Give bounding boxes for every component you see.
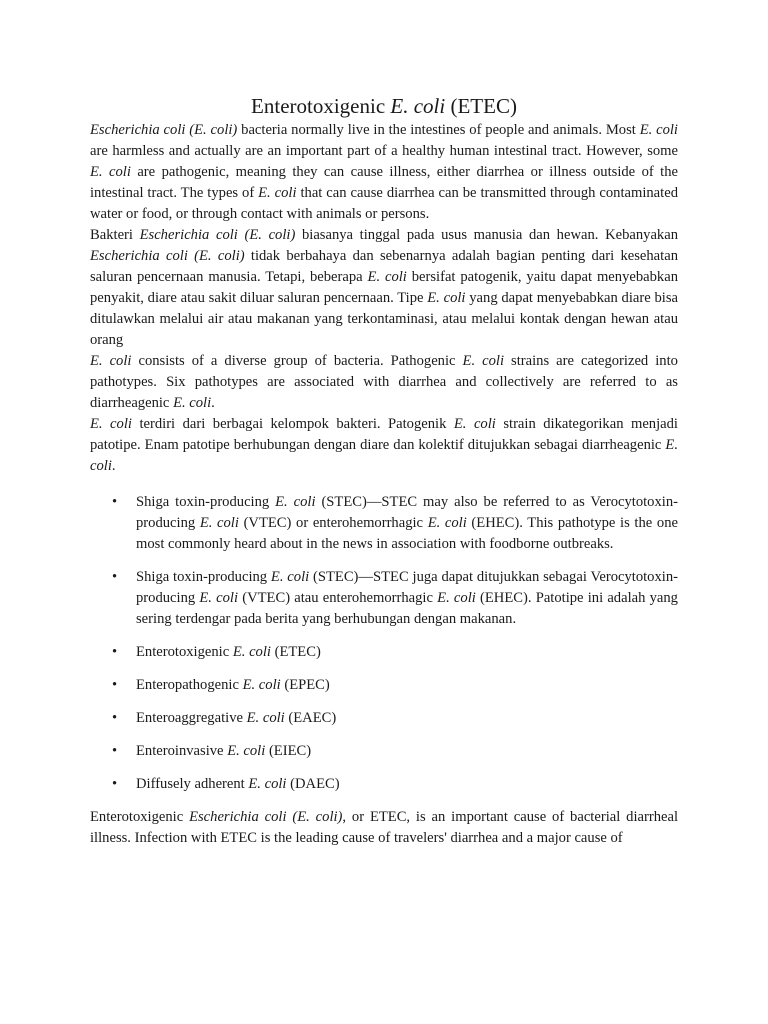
- italic-run: E. coli: [270, 569, 310, 585]
- italic-run: E. coli: [90, 353, 132, 369]
- text-run: (EHEC). This pathotype is the one most commonly heard about in the news in association with foodborne outbreaks.: [136, 515, 678, 552]
- italic-run: Escherichia coli (E. coli): [90, 122, 238, 138]
- italic-run: E. coli: [248, 776, 287, 792]
- italic-run: E. coli: [437, 590, 476, 606]
- list-item-text: [136, 677, 330, 693]
- list-item-text: [136, 569, 678, 627]
- paragraph-1: [90, 120, 678, 225]
- italic-run: E. coli: [242, 677, 281, 693]
- list-item-text: [136, 644, 321, 660]
- italic-run: E. coli: [367, 269, 407, 285]
- text-run: Shiga toxin-producing: [136, 494, 276, 510]
- italic-run: Escherichia coli (E. coli): [189, 809, 343, 825]
- paragraph-etec-intro: [90, 807, 678, 849]
- bullet-icon: •: [112, 710, 118, 726]
- italic-run: E. coli: [639, 122, 678, 138]
- text-run: (STEC)—STEC may also be referred to as Verocytotoxin-producing: [136, 494, 678, 531]
- text-run: terdiri dari berbagai kelompok bakteri. Patogenik: [131, 416, 454, 432]
- bullet-icon: •: [112, 494, 118, 510]
- bullet-icon: •: [112, 743, 118, 759]
- list-item-text: [136, 710, 336, 726]
- text-run: yang dapat menyebabkan diare bisa ditulawkan melalui air atau makanan yang terkontaminasi, atau melalui kontak dengan hewan atau orang: [90, 290, 678, 348]
- list-item: [90, 642, 678, 663]
- text-run: (VTEC) or enterohemorrhagic: [238, 515, 428, 531]
- text-run: Diffusely adherent: [136, 776, 249, 792]
- document-title: [90, 92, 678, 120]
- title-prefix: Enterotoxigenic: [251, 94, 391, 118]
- text-run: .: [111, 458, 116, 474]
- title-suffix: (ETEC): [445, 94, 517, 118]
- italic-run: E. coli: [427, 515, 467, 531]
- text-run: .: [211, 395, 215, 411]
- text-run: (ETEC): [270, 644, 321, 660]
- italic-run: E. coli: [453, 416, 496, 432]
- italic-run: E. coli: [199, 515, 239, 531]
- italic-run: Escherichia coli (E. coli): [139, 227, 296, 243]
- text-run: bersifat patogenik, yaitu dapat menyebabkan penyakit, diare atau sakit diluar saluran pencernaan. Tipe: [90, 269, 678, 306]
- italic-run: E. coli: [90, 164, 131, 180]
- text-run: are harmless and actually are an important part of a healthy human intestinal tract. However, some: [90, 143, 678, 159]
- text-run: (EAEC): [284, 710, 337, 726]
- text-run: (STEC)—STEC juga dapat ditujukkan sebagai Verocytotoxin-producing: [136, 569, 678, 606]
- text-run: (VTEC) atau enterohemorrhagic: [238, 590, 438, 606]
- text-run: Enteroinvasive: [136, 743, 228, 759]
- italic-run: E. coli: [275, 494, 316, 510]
- italic-run: E. coli: [227, 743, 266, 759]
- bullet-icon: •: [112, 677, 118, 693]
- italic-run: E. coli: [232, 644, 271, 660]
- text-run: (EPEC): [280, 677, 330, 693]
- list-item: [90, 675, 678, 696]
- bullet-icon: •: [112, 776, 118, 792]
- italic-run: E. coli: [199, 590, 239, 606]
- text-run: consists of a diverse group of bacteria. Pathogenic: [131, 353, 463, 369]
- text-run: Enterotoxigenic: [90, 809, 190, 825]
- list-item: [90, 741, 678, 762]
- italic-run: E. coli: [246, 710, 285, 726]
- list-item: [90, 708, 678, 729]
- paragraph-3: [90, 351, 678, 414]
- text-run: , or ETEC, is an important cause of bacterial diarrheal illness. Infection with ETEC is the leading cause of travelers' diarrhea and a major cause of: [90, 809, 679, 846]
- text-run: (EIEC): [265, 743, 312, 759]
- text-run: (EHEC). Patotipe ini adalah yang sering terdengar pada berita yang berhubungan dengan makanan.: [136, 590, 678, 627]
- paragraph-4: [90, 414, 678, 477]
- italic-run: E. coli: [427, 290, 466, 306]
- text-run: Enterotoxigenic: [136, 644, 233, 660]
- pathotype-list: [90, 492, 678, 795]
- text-run: bacteria normally live in the intestines of people and animals. Most: [237, 122, 640, 138]
- list-item-text: [136, 776, 340, 792]
- list-item: [90, 567, 678, 630]
- bullet-icon: •: [112, 644, 118, 660]
- text-run: are pathogenic, meaning they can cause illness, either diarrhea or illness outside of the intestinal tract. The types of: [90, 164, 678, 201]
- text-run: biasanya tinggal pada usus manusia dan hewan. Kebanyakan: [295, 227, 679, 243]
- text-run: (DAEC): [286, 776, 340, 792]
- list-item: [90, 774, 678, 795]
- italic-run: Escherichia coli (E. coli): [90, 248, 245, 264]
- text-run: strain dikategorikan menjadi patotipe. Enam patotipe berhubungan dengan diare dan kolektif ditujukkan sebagai diarrheagenic: [90, 416, 678, 453]
- list-item: [90, 492, 678, 555]
- italic-run: E. coli: [90, 416, 132, 432]
- paragraph-2: [90, 225, 678, 351]
- italic-run: E. coli: [90, 437, 678, 474]
- text-run: Shiga toxin-producing: [136, 569, 271, 585]
- text-run: strains are categorized into pathotypes. Six pathotypes are associated with diarrhea and collectively are referred to as diarrheagenic: [90, 353, 678, 411]
- document-page: [90, 0, 678, 849]
- italic-run: E. coli: [462, 353, 504, 369]
- italic-run: E. coli: [258, 185, 297, 201]
- list-item-text: [136, 494, 678, 552]
- text-run: Enteroaggregative: [136, 710, 247, 726]
- text-run: Enteropathogenic: [136, 677, 243, 693]
- text-run: that can cause diarrhea can be transmitted through contaminated water or food, or through contact with animals or persons.: [90, 185, 678, 222]
- italic-run: E. coli: [173, 395, 212, 411]
- title-italic: E. coli: [390, 94, 446, 118]
- list-item-text: [136, 743, 311, 759]
- text-run: tidak berbahaya dan sebenarnya adalah bagian penting dari kesehatan saluran pencernaan manusia. Tetapi, beberapa: [90, 248, 678, 285]
- text-run: Bakteri: [90, 227, 140, 243]
- bullet-icon: •: [112, 569, 118, 585]
